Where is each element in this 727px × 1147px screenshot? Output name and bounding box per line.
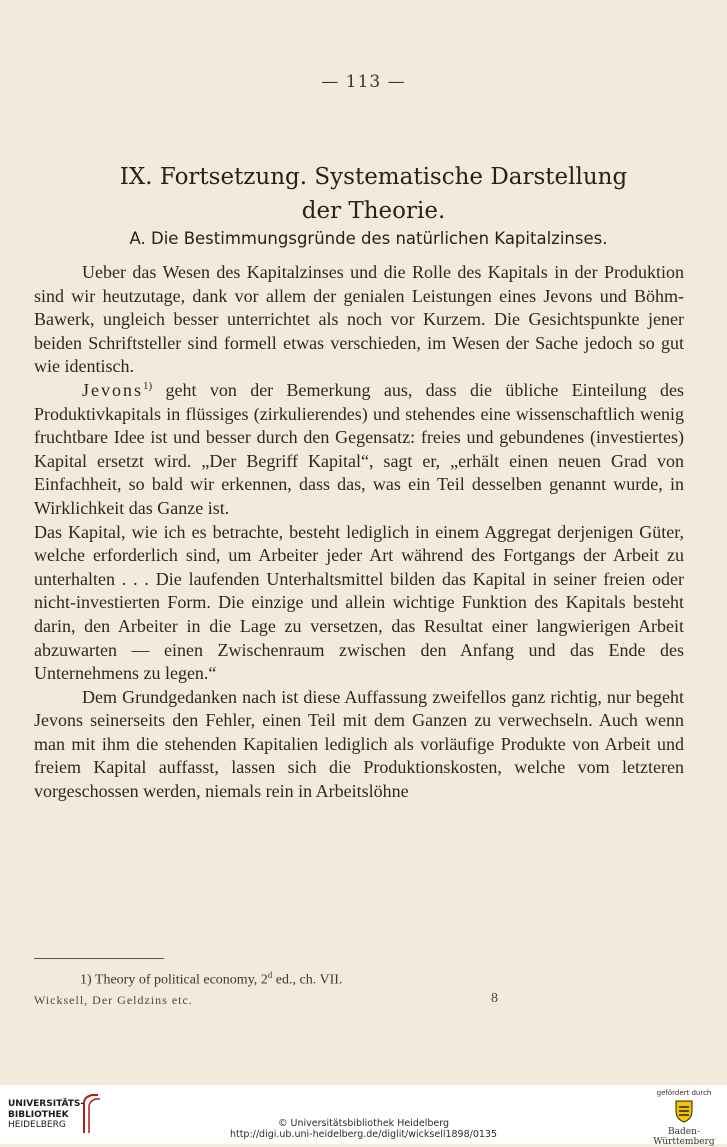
copyright-credit xyxy=(0,1118,727,1140)
paragraph-3: Das Kapital, wie ich es betrachte, besteht lediglich in einem Aggregat derjenigen Güter, welche erforderlich sind, um Arbeiter jeder Art während des Fortgangs der Arbeit zu unterhalten . . . Die laufenden Unterhaltsmittel bilden das Kapital in seiner freien oder nicht-investierten Form. Die einzige und allein wichtige Funktion des Kapitals besteht darin, den Arbeiter in die Lage zu versetzen, das Resultat einer langwierigen Arbeit abzuwarten — einen Zwischenraum zwischen den Anfang und das Ende des Unternehmens zu legen.“ xyxy=(34,521,684,684)
chapter-title xyxy=(40,160,707,228)
paragraph-1: Ueber das Wesen des Kapitalzinses und die Rolle des Kapitals in der Produktion sind wir heutzutage, dank vor allem der genialen Leistungen eines Jevons und Böhm-Bawerk, ungleich besser unterrichtet als noch vor Kurzem. Die Gesichtspunkte jener beiden Schriftsteller sind formell etwas verschieden, im Wesen der Sache jedoch so gut wie identisch. xyxy=(34,262,684,377)
page-number: — 113 — xyxy=(321,72,406,92)
footnote-text: 1) Theory of political economy, 2 xyxy=(80,972,268,988)
funded-by-text: gefördert durch xyxy=(656,1089,712,1097)
permalink-url[interactable]: http://digi.ub.uni-heidelberg.de/diglit/wicksell1898/0135 xyxy=(229,1129,498,1140)
body-text xyxy=(34,261,684,804)
footnote xyxy=(80,970,680,989)
printer-signature: Wicksell, Der Geldzins etc. xyxy=(34,993,193,1007)
sheet-number: 8 xyxy=(491,991,498,1006)
paragraph-2 xyxy=(34,379,684,521)
footnote-reference[interactable]: 1) xyxy=(143,379,153,392)
paragraph-2-text: geht von der Bemerkung aus, dass die übliche Einteilung des Produktivkapitals in flüssiges (zirkulierendes) und stehendes eine wissenschaftlich wenig fruchtbare Idee ist und besser durch den Gegensatz: freies und gebundenes (investiertes) Kapital ersetzt wird. „Der Begriff Kapital“, sagt er, „erhält einen neuen Grad von Einfachheit, so bald wir erkennen, dass das, was ein Teil desselben genannt wurde, in Wirklichkeit das Ganze ist. xyxy=(34,379,684,518)
section-subheading: A. Die Bestimmungsgründe des natürlichen Kapitalzinses. xyxy=(129,229,608,248)
footnote-divider xyxy=(34,958,164,959)
footnote-superscript: d xyxy=(267,970,273,980)
sponsor-logo[interactable] xyxy=(649,1089,719,1147)
state-name: Baden-Württemberg xyxy=(653,1127,715,1147)
state-crest-icon xyxy=(674,1099,694,1123)
library-name-line-3: HEIDELBERG xyxy=(8,1120,66,1130)
library-name-line-2: BIBLIOTHEK xyxy=(8,1109,69,1120)
chapter-title-line-1: IX. Fortsetzung. Systematische Darstellung xyxy=(119,164,628,190)
paragraph-4: Dem Grundgedanken nach ist diese Auffassung zweifellos ganz richtig, nur begeht Jevons seinerseits den Fehler, einen Teil mit dem Ganzen zu verwechseln. Auch wenn man mit ihm die stehenden Kapitalien lediglich als vorläufige Produkte von Arbeit und freiem Kapital auffasst, lassen sich die Produktionskosten, welche vom letzteren vorgeschossen werden, niemals rein in Arbeitslöhne xyxy=(34,686,684,802)
chapter-title-line-2: der Theorie. xyxy=(301,198,446,224)
footer-bar xyxy=(0,1085,727,1147)
author-name: Jevons xyxy=(82,379,143,400)
footnote-text-end: ed., ch. VII. xyxy=(272,972,343,988)
signature-line xyxy=(34,993,684,1008)
copyright-text: © Universitätsbibliothek Heidelberg xyxy=(277,1118,449,1129)
library-name-line-1: UNIVERSITÄTS- xyxy=(8,1099,85,1109)
